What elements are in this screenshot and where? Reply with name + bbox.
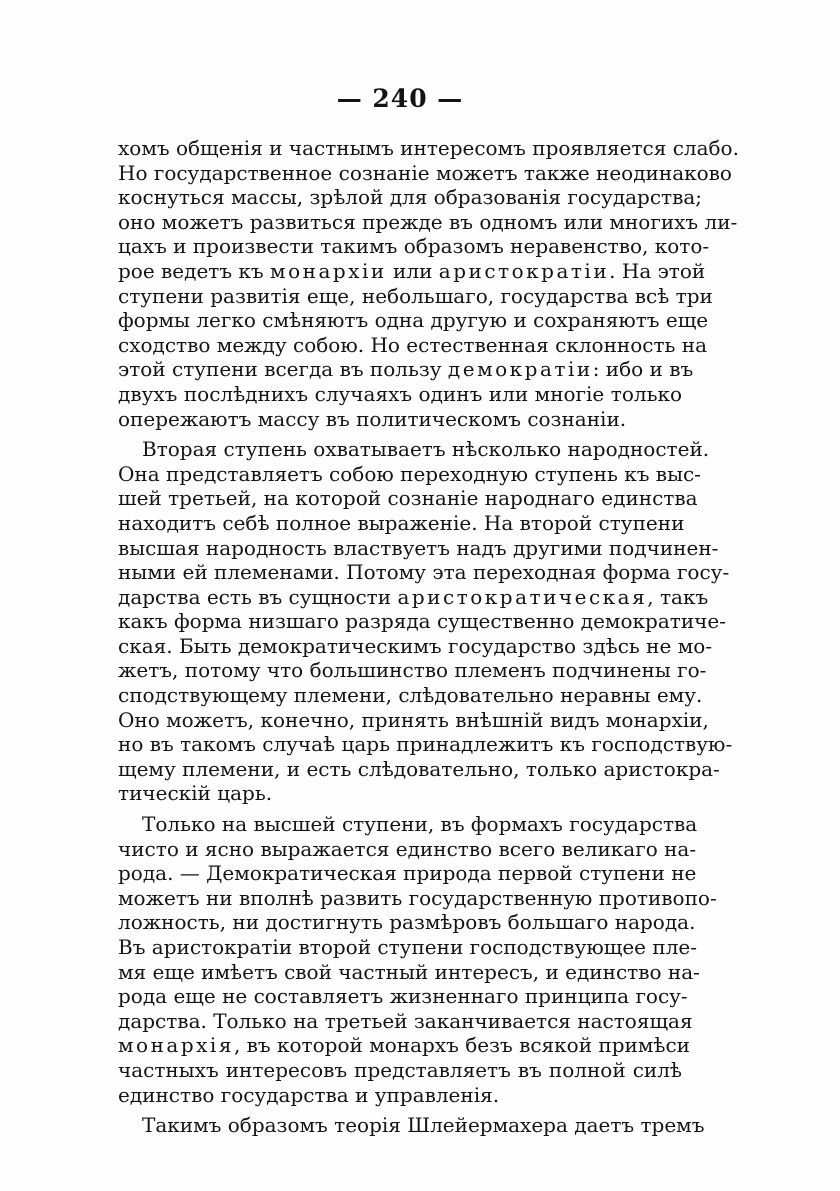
body-text (118, 136, 739, 1138)
text-segment: двухъ послѣднихъ случаяхъ одинъ или многіе только (118, 381, 682, 406)
text-line (118, 407, 682, 432)
text-segment: : ибо и въ (592, 357, 694, 382)
paragraph (118, 1113, 705, 1138)
text-segment: рода. — Демократическая природа первой ступени не (118, 861, 697, 886)
paragraph (118, 136, 739, 431)
text-line (118, 910, 696, 935)
text-line (118, 812, 698, 837)
text-line (118, 560, 730, 585)
text-line (118, 486, 698, 511)
text-line (118, 584, 709, 610)
text-line (118, 959, 700, 985)
text-segment: ская. Быть демократическимъ государство здѣсь не мо- (118, 633, 713, 658)
text-segment: находитъ себѣ полное выраженіе. На второй ступени (118, 510, 685, 535)
text-line (118, 609, 726, 634)
text-segment: жетъ, потому что большинство племенъ подчинены го- (118, 658, 707, 683)
text-segment: оно можетъ развиться прежде въ одномъ или многихъ ли- (118, 209, 738, 234)
text-segment: частныхъ интересовъ представляетъ въ полной силѣ (118, 1057, 682, 1082)
text-line (118, 1113, 705, 1138)
text-segment: Такимъ образомъ теорія Шлейермахера даетъ тремъ (142, 1113, 705, 1138)
text-segment: сходство между собою. Но естественная склонность на (118, 332, 708, 357)
text-segment: этой ступени всегда въ пользу (118, 357, 448, 382)
spaced-emphasis: монархіи (270, 258, 387, 283)
text-line (118, 683, 703, 708)
text-segment: . На этой (609, 258, 706, 283)
text-line (118, 633, 713, 659)
text-line (118, 861, 697, 886)
text-segment: , въ которой монархъ безъ всякой примѣси (233, 1033, 690, 1058)
text-line (118, 258, 706, 284)
text-line (118, 732, 733, 757)
text-line (118, 781, 682, 806)
spaced-emphasis: аристократіи (438, 258, 610, 283)
text-line (118, 707, 709, 733)
text-line (118, 461, 701, 487)
spaced-emphasis: аристократическая (397, 584, 648, 609)
text-line (118, 1058, 682, 1083)
text-line (118, 1083, 682, 1108)
text-segment: ными ей племенами. Потому эта переходная форма госу- (118, 560, 730, 585)
text-segment: Она представляетъ собою переходную ступень къ выс- (118, 461, 701, 486)
text-segment: цахъ и произвести такимъ образомъ неравенство, кото- (118, 234, 710, 259)
text-segment: рода еще не составляетъ жизненнаго принципа госу- (118, 984, 688, 1009)
text-line (118, 382, 682, 407)
text-segment: но въ такомъ случаѣ царь принадлежитъ къ господствую- (118, 732, 733, 757)
text-segment: Оно можетъ, конечно, принять внѣшній видъ монархіи, (118, 707, 709, 732)
text-segment: единство государства и управленія. (118, 1082, 500, 1107)
text-line (118, 1033, 690, 1058)
text-segment: чисто и ясно выражается единство всего великаго на- (118, 836, 697, 861)
text-segment: тическій царь. (118, 781, 273, 806)
text-segment: хомъ общенія и частнымъ интересомъ проявляется слабо. (118, 136, 739, 160)
page-number: — 240 — (336, 84, 464, 113)
text-line (118, 935, 697, 960)
spaced-emphasis: демократіи (447, 357, 593, 382)
text-line (118, 885, 717, 911)
text-segment: или (386, 258, 439, 283)
text-segment: коснуться массы, зрѣлой для образованія государства; (118, 185, 703, 210)
text-segment: сподствующему племени, слѣдовательно неравны ему. (118, 683, 703, 708)
text-segment: мя еще имѣетъ свой частный интересъ, и единство на- (118, 959, 700, 984)
text-segment: можетъ ни вполнѣ развить государственную противопо- (118, 885, 717, 910)
text-segment: , такъ (647, 584, 709, 609)
text-segment: Вторая ступень охватываетъ нѣсколько народностей. (142, 437, 710, 462)
text-segment: Въ аристократіи второй ступени господствующее пле- (118, 935, 697, 959)
text-line (118, 185, 703, 210)
text-line (118, 332, 708, 358)
text-segment: формы легко смѣняютъ одна другую и сохраняютъ еще (118, 308, 709, 333)
text-line (118, 1008, 693, 1034)
text-line (118, 283, 713, 309)
text-segment: щему племени, и есть слѣдовательно, только аристокра- (118, 756, 720, 781)
text-segment: дарства. Только на третьей заканчивается настоящая (118, 1008, 693, 1033)
text-segment: рое ведетъ къ (118, 258, 271, 283)
text-line (118, 234, 710, 259)
text-segment: высшая народность властвуетъ надъ другими подчинен- (118, 535, 719, 560)
paragraph (118, 437, 733, 806)
text-segment: какъ форма низшаго разряда существенно демократиче- (118, 609, 726, 634)
text-segment: Только на высшей ступени, въ формахъ государства (142, 812, 698, 837)
paragraph (118, 812, 717, 1107)
text-line (118, 160, 732, 186)
text-segment: ложность, ни достигнуть размѣровъ большаго народа. (118, 910, 696, 935)
text-line (118, 658, 707, 683)
text-line (118, 836, 697, 862)
text-segment: Но государственное сознаніе можетъ также неодинаково (118, 160, 732, 185)
text-line (118, 209, 738, 235)
text-segment: ступени развитія еще, небольшаго, государства всѣ три (118, 283, 713, 308)
text-line (118, 756, 720, 782)
text-line (118, 984, 688, 1009)
text-segment: опережаютъ массу въ политическомъ сознаніи. (118, 406, 627, 431)
text-line (118, 357, 694, 382)
spaced-emphasis: монархія (118, 1033, 234, 1058)
text-segment: дарства есть въ сущности (118, 584, 398, 609)
text-line (118, 437, 710, 462)
text-line (118, 308, 709, 333)
text-line (118, 510, 685, 536)
text-segment: шей третьей, на которой сознаніе народнаго единства (118, 486, 698, 511)
text-line (118, 535, 719, 561)
text-line (118, 136, 739, 161)
